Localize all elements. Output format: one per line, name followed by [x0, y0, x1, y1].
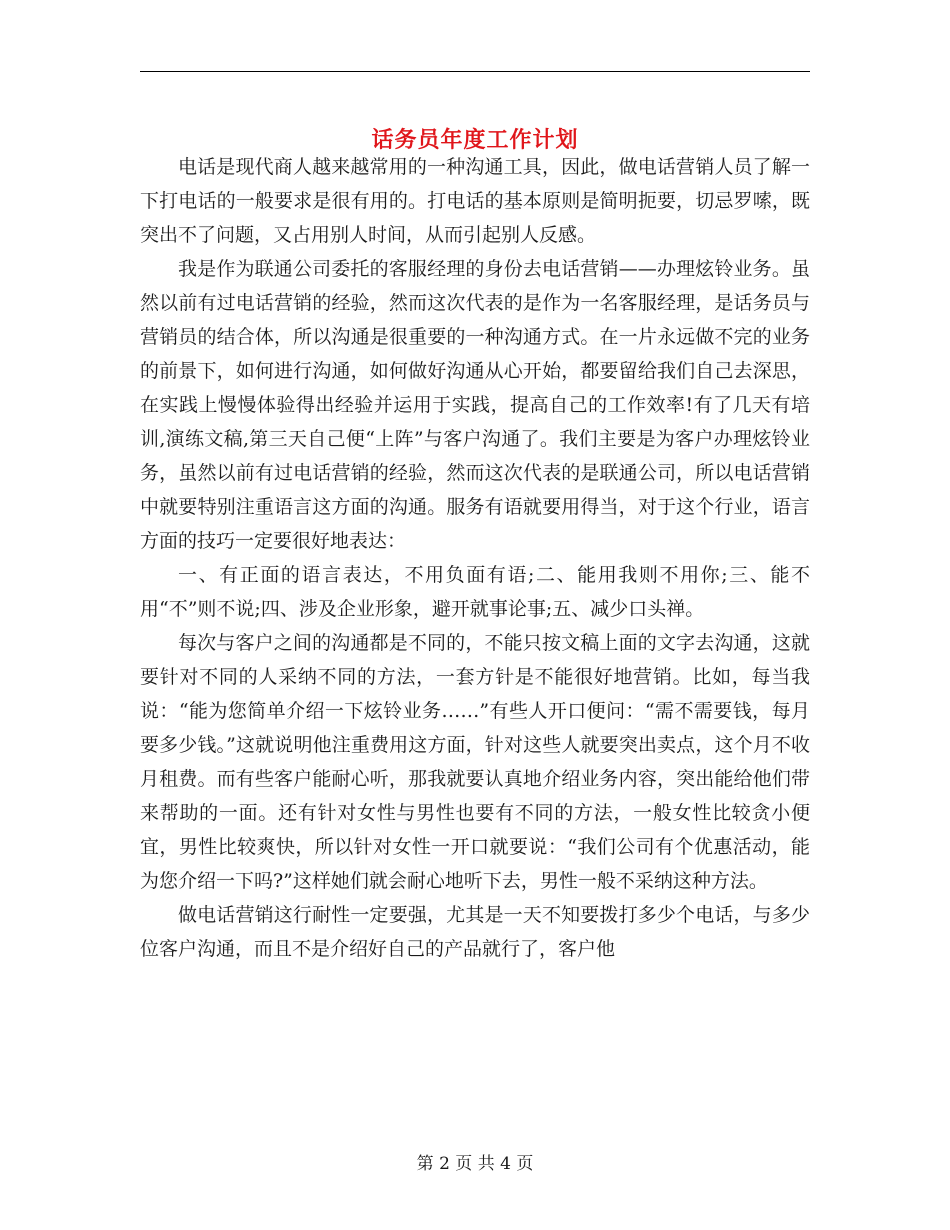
page-number-footer: 第 2 页 共 4 页 — [416, 1154, 534, 1174]
paragraph-5: 做电话营销这行耐性一定要强，尤其是一天不知要拨打多少个电话，与多少位客户沟通，而且不是介绍好自己的产品就行了，客户他 — [140, 904, 810, 960]
paragraph-2: 我是作为联通公司委托的客服经理的身份去电话营销——办理炫铃业务。虽然以前有过电话营销的经验，然而这次代表的是作为一名客服经理，是话务员与营销员的结合体，所以沟通是很重要的一种沟通方式。在一片永远做不完的业务的前景下，如何进行沟通，如何做好沟通从心开始，都要留给我们自己去深思，在实践上慢慢体验得出经验并运用于实践，提高自己的工作效率!有了几天有培训,演练文稿,第三天自己便“上阵”与客户沟通了。我们主要是为客户办理炫铃业务，虽然以前有过电话营销的经验，然而这次代表的是联通公司，所以电话营销中就要特别注重语言这方面的沟通。服务有语就要用得当，对于这个行业，语言方面的技巧一定要很好地表达： — [140, 258, 810, 552]
header-rule — [140, 71, 810, 72]
document-body — [140, 150, 810, 966]
document-title: 话务员年度工作计划 — [371, 126, 579, 153]
paragraph-1: 电话是现代商人越来越常用的一种沟通工具，因此，做电话营销人员了解一下打电话的一般要求是很有用的。打电话的基本原则是简明扼要，切忌罗嗦，既突出不了问题，又占用别人时间，从而引起别人反感。 — [140, 156, 810, 246]
paragraph-3: 一、有正面的语言表达，不用负面有语;二、能用我则不用你;三、能不用“不”则不说;四、涉及企业形象，避开就事论事;五、减少口头禅。 — [140, 564, 810, 620]
paragraph-4: 每次与客户之间的沟通都是不同的，不能只按文稿上面的文字去沟通，这就要针对不同的人采纳不同的方法，一套方针是不能很好地营销。比如，每当我说：“能为您简单介绍一下炫铃业务……”有些人开口便问：“需不需要钱，每月要多少钱。”这就说明他注重费用这方面，针对这些人就要突出卖点，这个月不收月租费。而有些客户能耐心听，那我就要认真地介绍业务内容，突出能给他们带来帮助的一面。还有针对女性与男性也要有不同的方法，一般女性比较贪小便宜，男性比较爽快，所以针对女性一开口就要说：“我们公司有个优惠活动，能为您介绍一下吗?”这样她们就会耐心地听下去，男性一般不采纳这种方法。 — [140, 632, 810, 892]
